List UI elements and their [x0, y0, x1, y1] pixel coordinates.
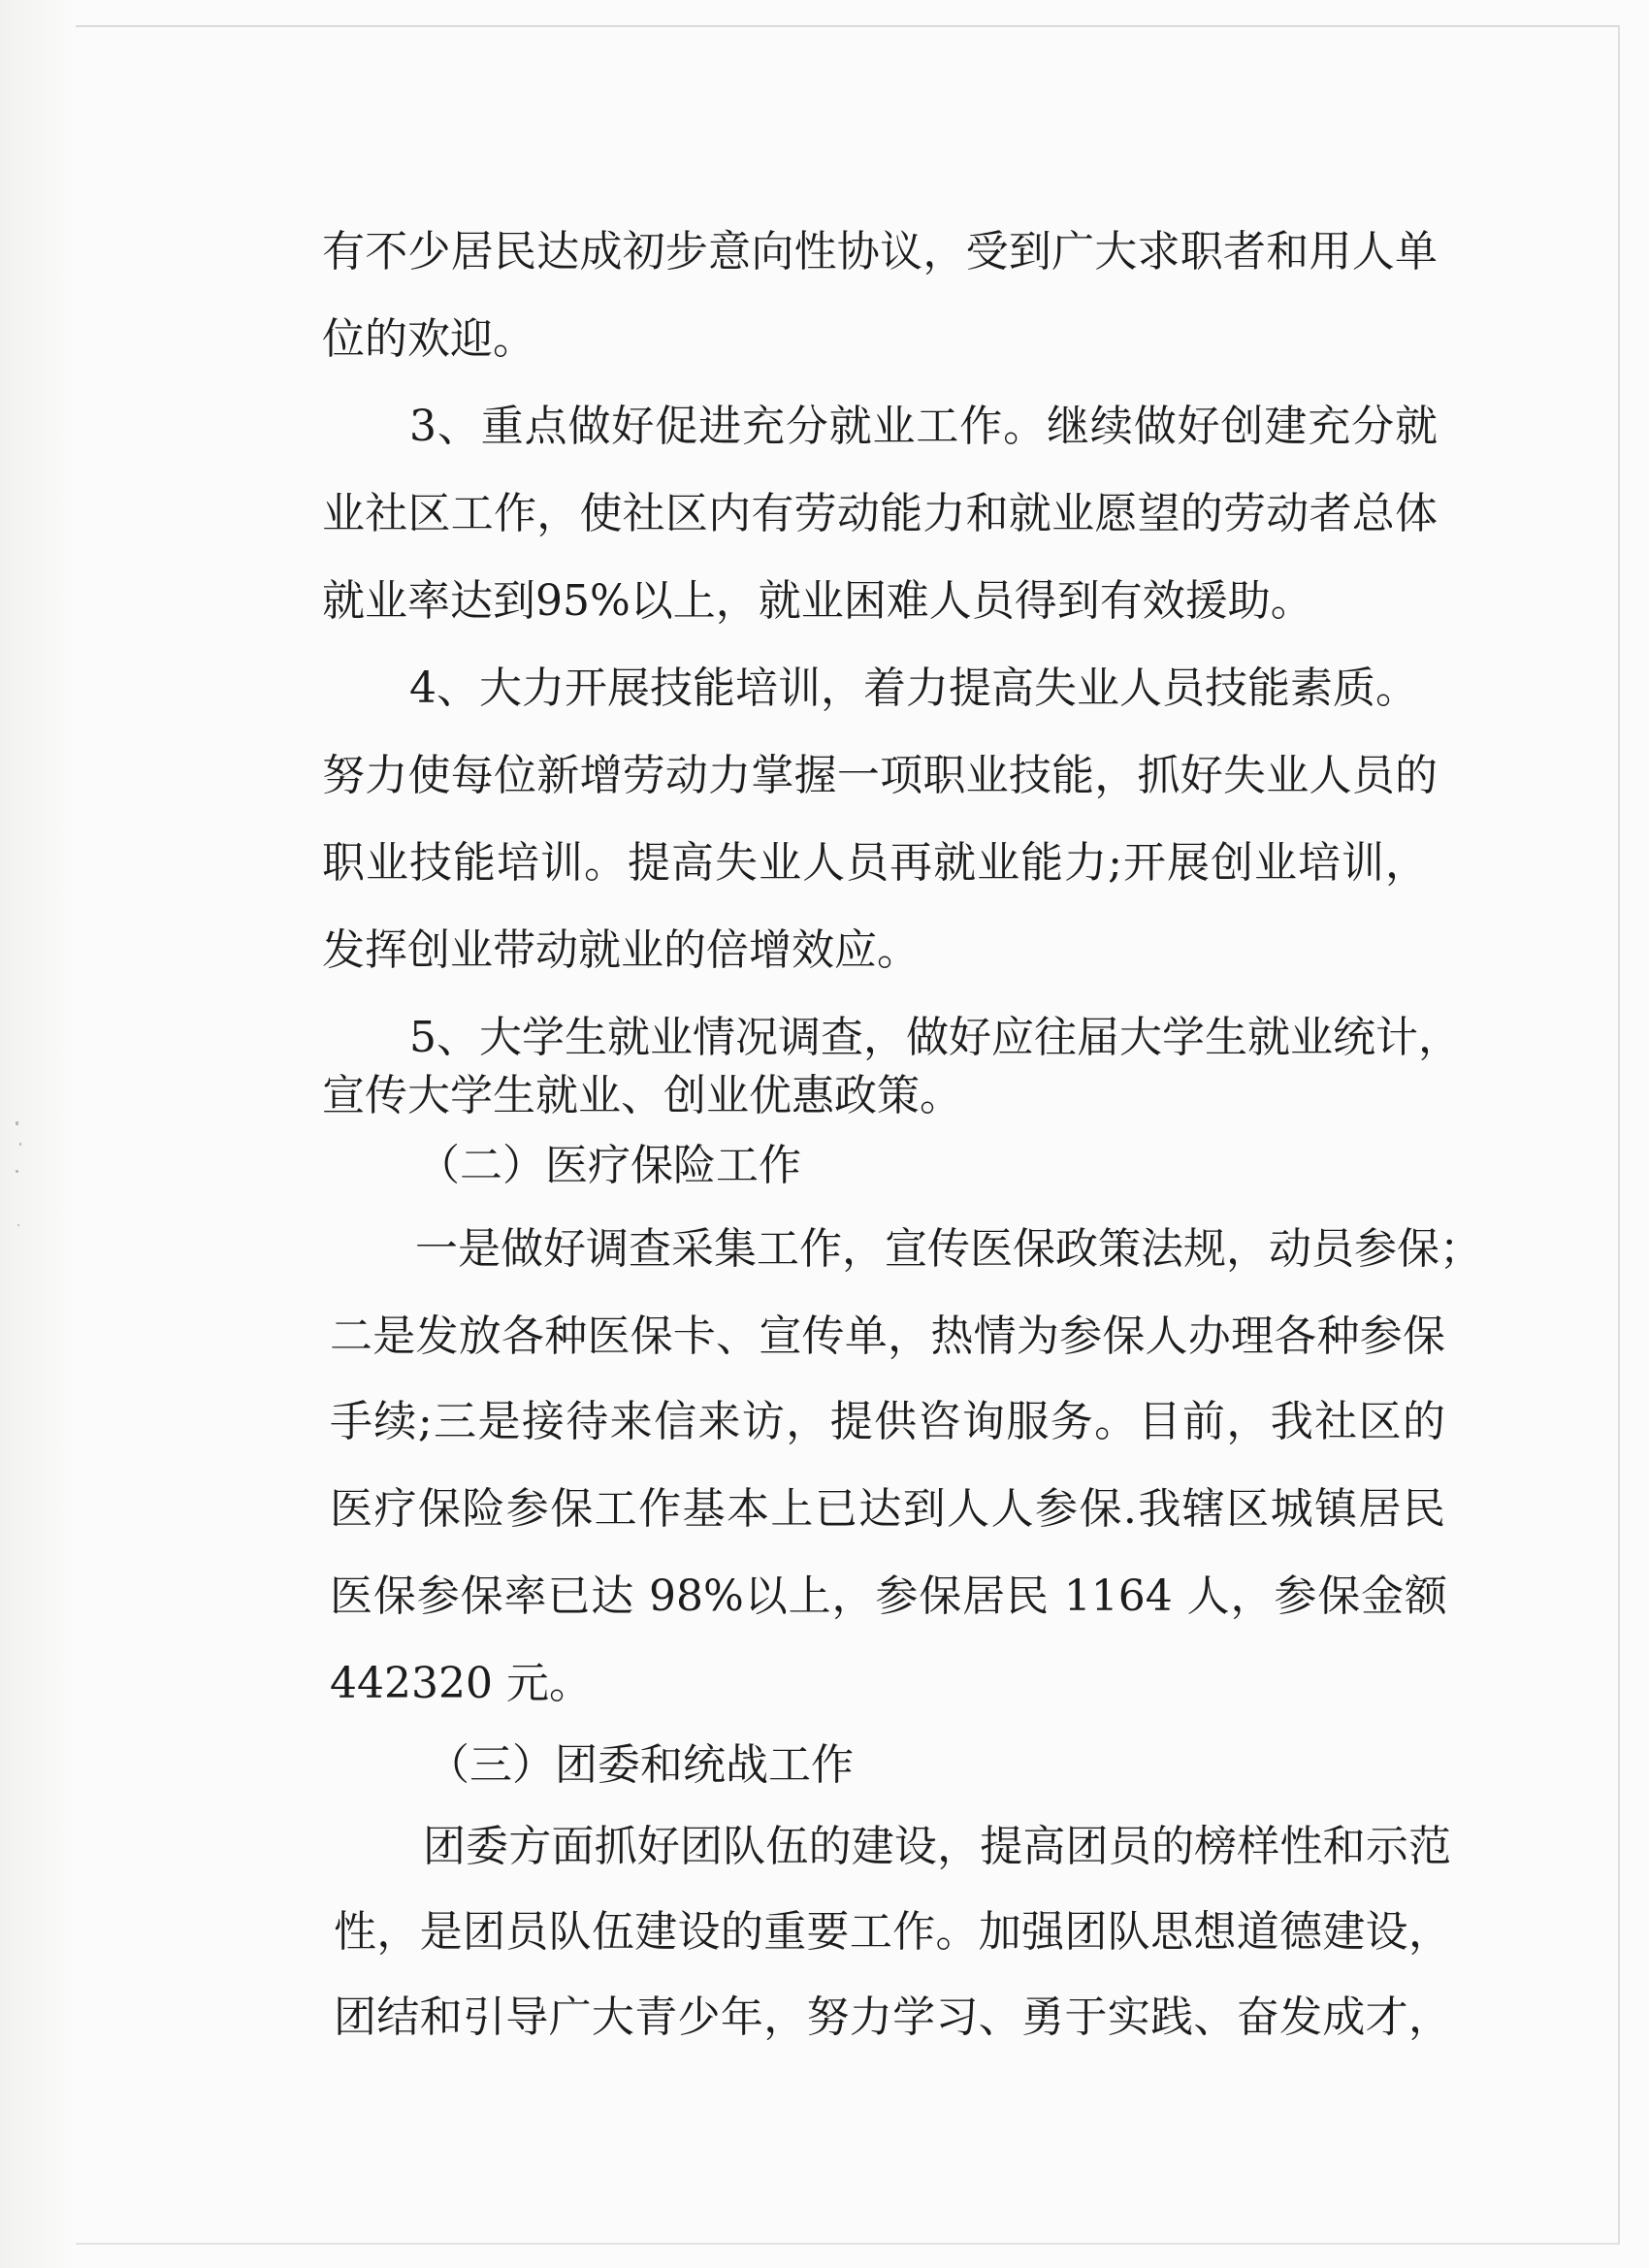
paragraph-line: 442320 元。 [330, 1659, 592, 1708]
paragraph-line: 位的欢迎。 [322, 314, 535, 364]
paragraph-line: 一是做好调查采集工作，宣传医保政策法规，动员参保； [415, 1224, 1482, 1274]
paragraph-line: 4、大力开展技能培训，着力提高失业人员技能素质。 [409, 664, 1418, 713]
paragraph-line: 医保参保率已达 98%以上，参保居民 1164 人，参保金额 [330, 1571, 1447, 1621]
paragraph-line: 就业率达到95%以上，就业困难人员得到有效援助。 [322, 576, 1313, 626]
paragraph-line: 医疗保险参保工作基本上已达到人人参保.我辖区城镇居民 [330, 1484, 1445, 1534]
paragraph-line: 5、大学生就业情况调查，做好应往届大学生就业统计， [409, 1013, 1461, 1062]
paragraph-line: 有不少居民达成初步意向性协议，受到广大求职者和用人单 [322, 227, 1438, 276]
paragraph-line: 发挥创业带动就业的倍增效应。 [322, 925, 920, 975]
paragraph-line: 宣传大学生就业、创业优惠政策。 [322, 1071, 962, 1120]
section-heading: （三）团委和统战工作 [427, 1740, 854, 1790]
paragraph-line: 二是发放各种医保卡、宣传单，热情为参保人办理各种参保 [330, 1312, 1445, 1361]
paragraph-line: 业社区工作，使社区内有劳动能力和就业愿望的劳动者总体 [322, 489, 1438, 538]
paragraph-line: 职业技能培训。提高失业人员再就业能力;开展创业培训， [322, 838, 1428, 888]
paragraph-line: 努力使每位新增劳动力掌握一项职业技能，抓好失业人员的 [322, 751, 1438, 800]
paragraph-line: 团结和引导广大青少年，努力学习、勇于实践、奋发成才， [334, 1993, 1451, 2042]
paragraph-line: 性，是团员队伍建设的重要工作。加强团队思想道德建设， [334, 1907, 1451, 1957]
section-heading: （二）医疗保险工作 [417, 1141, 801, 1190]
paragraph-line: 手续;三是接待来信来访，提供咨询服务。目前，我社区的 [330, 1397, 1445, 1446]
paragraph-line: 3、重点做好促进充分就业工作。继续做好创建充分就 [409, 402, 1438, 451]
paragraph-line: 团委方面抓好团队伍的建设，提高团员的榜样性和示范 [423, 1822, 1451, 1871]
